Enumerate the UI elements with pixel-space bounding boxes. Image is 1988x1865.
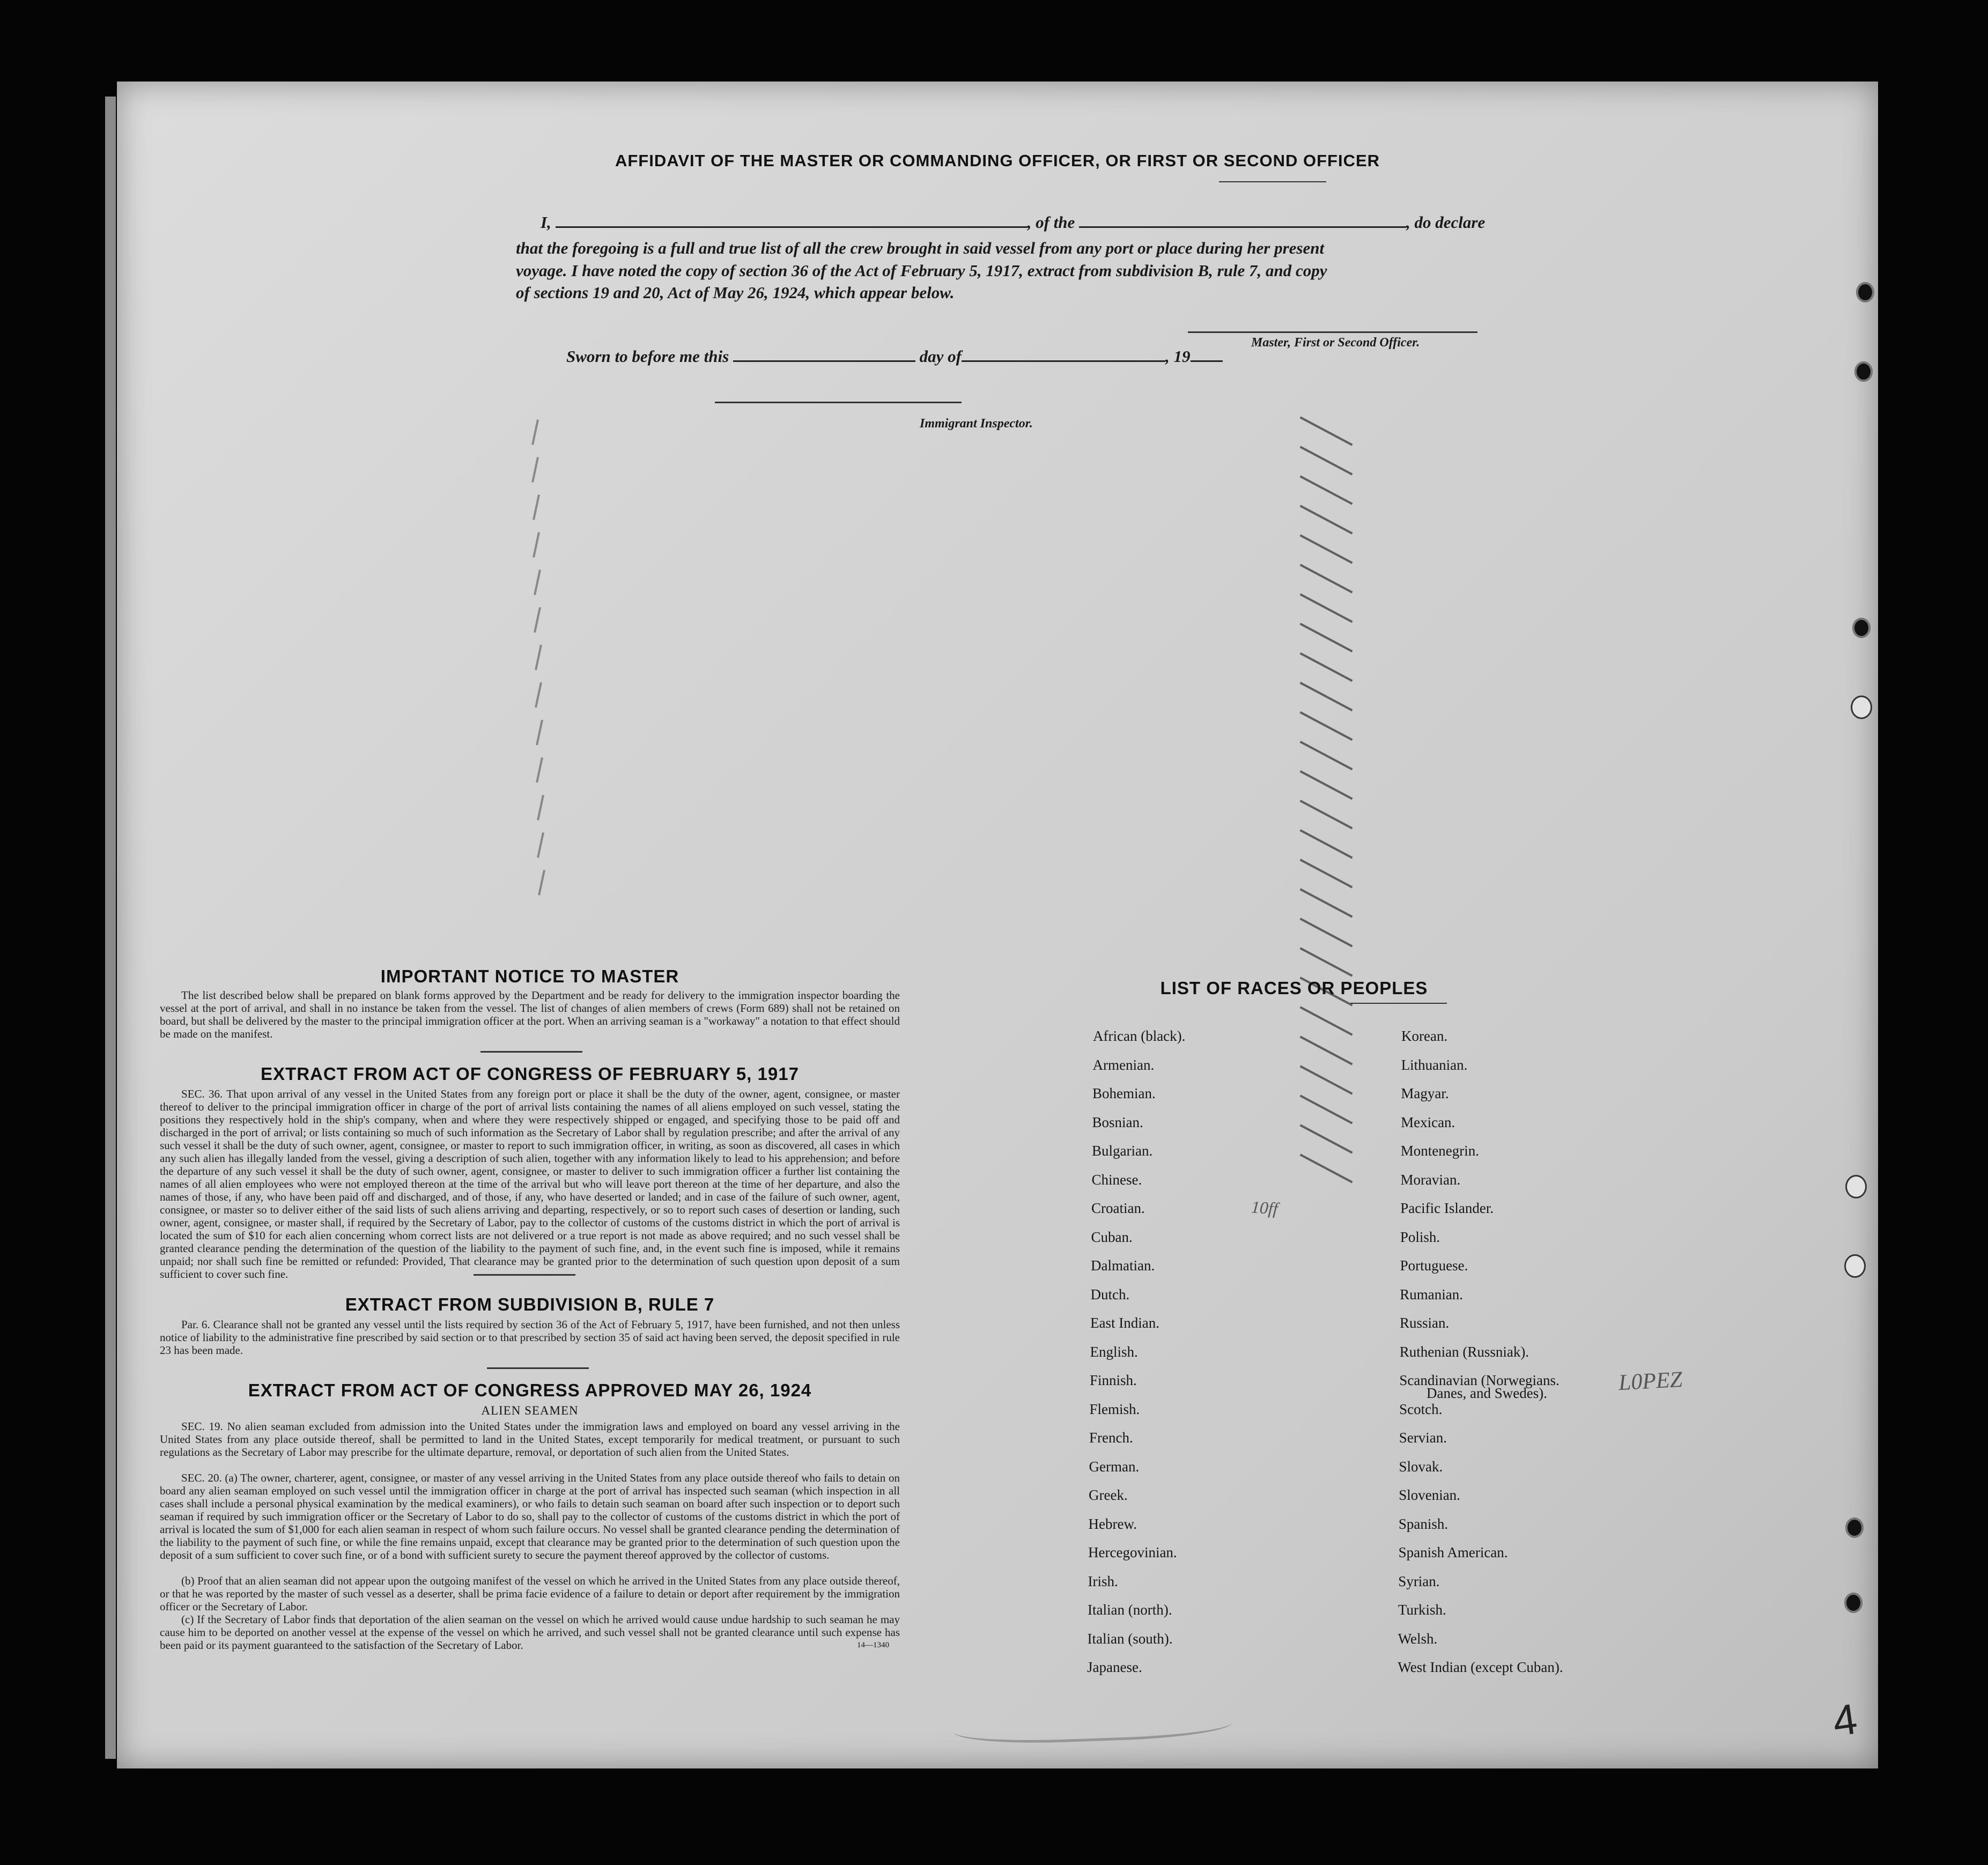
check-mark [534,569,541,595]
race-item: German. [1089,1458,1140,1475]
race-item: Italian (south). [1087,1630,1173,1647]
divider [487,1367,589,1369]
vessel-field[interactable] [1079,214,1406,228]
sworn-month-field[interactable] [962,349,1165,362]
race-item: Italian (north). [1088,1602,1172,1618]
race-item: French. [1089,1430,1133,1446]
divider [481,1051,582,1053]
race-item: Dutch. [1090,1286,1130,1302]
of-the-label: , of the [1027,213,1075,232]
master-signature-label: Master, First or Second Officer. [1251,336,1420,350]
check-mark [536,720,543,745]
race-item: Finnish. [1090,1372,1137,1388]
extract-1924-sec20a: SEC. 20. (a) The owner, charterer, agent, consignee, or master of any vessel arriving in the United States from any place outside thereof who fails to detain on board any alien seaman employed on such vessel until the immigration officer in charge at the port of arrival has inspected such seaman (which inspection in all cases shall include a personal physical examination by the medical examiners), or who fails to detain such seaman on board after such inspection or to deport such seaman if required by such immigration officer or the Secretary of Labor to do so, shall pay to the collector of customs of the customs district in which the port of arrival is located the sum of $1,000 for each alien seaman in respect of whom such failure occurs. No vessel shall be granted clearance pending the determination of the liability to the payment of such fine, or while the fine remains unpaid, except that clearance may be granted prior to the determination of such question upon the deposit of a sum sufficient to cover such fine, or of a bond with sufficient surety to secure the payment thereof approved by the collector of customs. [160,1471,900,1561]
punch-hole-1 [1856,282,1874,302]
sworn-label: Sworn to before me this [566,347,729,366]
race-item: East Indian. [1090,1315,1159,1331]
check-mark [1299,917,1353,947]
check-mark [1299,859,1353,888]
race-item: Bulgarian. [1092,1143,1153,1159]
sworn-day-field[interactable] [733,349,915,362]
sheet-edge [105,97,116,1759]
race-item: Chinese. [1091,1171,1142,1188]
notice-title: IMPORTANT NOTICE TO MASTER [380,966,679,986]
check-mark [535,682,542,708]
check-mark [533,494,540,520]
race-item: Ruthenian (Russniak). [1399,1343,1529,1360]
check-mark [538,870,545,896]
handwritten-corner-mark: 4 [1829,1694,1860,1745]
check-mark [1299,800,1353,829]
race-item: Dalmatian. [1091,1257,1155,1274]
check-mark [1299,770,1353,800]
inspector-signature-line[interactable] [715,402,962,403]
race-item: English. [1090,1343,1138,1360]
punch-hole-8 [1844,1593,1863,1613]
document-page [117,82,1878,1768]
sworn-year-field[interactable] [1191,349,1223,362]
affidavit-title: AFFIDAVIT OF THE MASTER OR COMMANDING OFFICER, OR FIRST OR SECOND OFFICER [615,151,1380,170]
check-mark [1299,711,1353,741]
punch-hole-3 [1852,618,1871,638]
check-mark [1299,1094,1353,1124]
check-mark [1299,741,1353,770]
races-title-rule [1350,1003,1447,1004]
race-item: Japanese. [1087,1659,1142,1675]
race-item: Scotch. [1399,1401,1443,1417]
check-mark [1299,947,1353,976]
check-mark [537,795,544,820]
extract-1917-title: EXTRACT FROM ACT OF CONGRESS OF FEBRUARY 5, 1917 [261,1064,799,1084]
race-item: Cuban. [1091,1228,1133,1245]
race-item: Hebrew. [1088,1515,1137,1532]
extract-1924-sec19: SEC. 19. No alien seaman excluded from admission into the United States under the immigration laws and employed on board any vessel arriving in the United States from any place outside thereof, shall be permitted to land in the United States, except temporarily for medical treatment, or pursuant to such regulations as the Secretary of Labor may prescribe for the ultimate departure, removal, or deportation of such alien from the United States. [160,1420,900,1459]
check-mark [1299,1035,1353,1065]
check-mark [536,757,543,783]
affidavit-line-2: that the foregoing is a full and true list of all the crew brought in said vessel from any port or place during her present [516,239,1325,257]
race-item: Lithuanian. [1401,1056,1468,1073]
race-item: Armenian. [1092,1056,1155,1073]
race-item: Montenegrin. [1400,1143,1480,1159]
check-mark [535,645,542,670]
day-of-label: day of [919,347,962,366]
races-title: LIST OF RACES OR PEOPLES [1160,978,1428,998]
race-item: Danes, and Swedes). [1427,1385,1547,1401]
race-item: African (black). [1093,1028,1186,1044]
notice-text: The list described below shall be prepared on blank forms approved by the Department and be ready for delivery to the immigration inspector boarding the vessel at the port of arrival, and shall in no instance be taken from the vessel. The list of changes of alien members of crews (Form 689) shall not be retained on board, but shall be delivered by the master to the principal immigration officer at the port. When an arriving seaman is a "workaway" a notation to that effect should be made on the manifest. [160,989,900,1040]
race-item: Croatian. [1091,1200,1145,1216]
extract-1924-sec20c: (c) If the Secretary of Labor finds that deportation of the alien seaman on the vessel on which he arrived would cause undue hardship to such seaman he may cause him to be deported on another vessel at the expense of the vessel on which he arrived, and such vessel shall not be granted clearance until such expense has been paid or its payment guaranteed to the satisfaction of the Secretary of Labor. [160,1613,900,1652]
name-field[interactable] [556,214,1028,228]
sworn-line [566,347,1223,366]
race-item: Scandinavian (Norwegians. [1399,1372,1560,1388]
race-item: Slovenian. [1399,1487,1460,1503]
affidavit-line-3: voyage. I have noted the copy of section 36 of the Act of February 5, 1917, extract from subdivision B, rule 7, and copy [516,261,1327,280]
check-mark [531,419,539,445]
i-label: I, [541,213,551,232]
race-item: Rumanian. [1400,1286,1464,1302]
race-item: Russian. [1400,1315,1450,1331]
race-item: West Indian (except Cuban). [1398,1659,1563,1675]
check-mark [1299,416,1353,446]
race-item: Welsh. [1398,1630,1438,1647]
race-item: Greek. [1089,1487,1128,1503]
extract-1924-title: EXTRACT FROM ACT OF CONGRESS APPROVED MAY 26, 1924 [248,1380,812,1400]
race-item: Korean. [1401,1028,1448,1044]
check-mark [1299,534,1353,564]
race-item: Pacific Islander. [1400,1200,1494,1216]
punch-hole-6 [1846,1256,1864,1276]
punch-hole-4 [1852,697,1871,717]
race-item: Mexican. [1401,1114,1455,1130]
check-mark [1299,623,1353,652]
master-signature-line[interactable] [1188,331,1477,333]
check-mark [534,607,541,633]
check-mark [1299,682,1353,711]
race-item: Servian. [1399,1430,1447,1446]
race-item: Slovak. [1399,1458,1443,1475]
punch-hole-2 [1854,361,1873,382]
inspector-label: Immigrant Inspector. [920,417,1033,431]
check-mark [1299,652,1353,682]
check-mark [1299,593,1353,623]
check-mark [531,457,539,483]
do-declare-label: , do declare [1406,213,1486,232]
race-item: Hercegovinian. [1088,1544,1177,1560]
punch-hole-5 [1847,1176,1865,1197]
extract-rule7-title: EXTRACT FROM SUBDIVISION B, RULE 7 [345,1294,715,1314]
check-mark [1299,829,1353,859]
race-item: Syrian. [1398,1573,1440,1589]
alien-seamen-subtitle: ALIEN SEAMEN [481,1404,579,1417]
check-mark [1299,1124,1353,1153]
race-item: Turkish. [1398,1602,1446,1618]
divider [474,1274,575,1276]
race-item: Bosnian. [1092,1114,1143,1130]
form-number: 14—1340 [857,1641,889,1649]
race-item: Magyar. [1401,1085,1449,1101]
race-item: Bohemian. [1092,1085,1156,1101]
race-item: Irish. [1088,1573,1118,1589]
extract-1924-sec20b: (b) Proof that an alien seaman did not appear upon the outgoing manifest of the vessel on which he arrived in the United States from any place outside thereof, or that he was reported by the master of such vessel as a deserter, shall be prima facie evidence of a failure to detain or deport after requirement by the immigration officer or the Secretary of Labor. [160,1574,900,1613]
year-label: , 19 [1165,347,1191,366]
check-mark [1299,475,1353,505]
extract-1917-text: SEC. 36. That upon arrival of any vessel in the United States from any foreign port or place it shall be the duty of the owner, agent, consignee, or master thereof to deliver to the principal immigration officer in charge of the port of arrival lists containing the names of all aliens employed on such vessel, stating the positions they respectively hold in the ship's company, when and where they were respectively shipped or engaged, and specifying those to be paid off and discharged in the port of arrival; or lists containing so much of such information as the Secretary of Labor shall by regulation prescribe; and after the arrival of any such vessel it shall be the duty of such owner, agent, consignee, or master to report to such immigration officer, in writing, as soon as discovered, all cases in which any such alien has illegally landed from the vessel, giving a description of such alien, together with any information likely to lead to his apprehension; and before the departure of any such vessel it shall be the duty of such owner, agent, consignee, or master to deliver to such immigration officer a further list containing the names of all alien employees who were not employed thereon at the time of the arrival but who will leave port thereon at the time of her departure, and also the names of those, if any, who have been paid off and discharged, and of those, if any, who have deserted or landed; and in case of the failure of such owner, agent, consignee, or master so to deliver either of the said lists of such aliens arriving and departing, respectively, or so to report such cases of desertion or landing, such owner, agent, consignee, or master shall, if required by the Secretary of Labor, pay to the collector of customs of the customs district in which the port of arrival is located the sum of $10 for each alien concerning whom correct lists are not delivered or a true report is not made as above required; and no such vessel shall be granted clearance pending the determination of the question of the liability to the payment of such fine, and, in the event such fine is imposed, while it remains unpaid; nor shall such fine be remitted or refunded: Provided, That clearance may be granted prior to the determination of such question upon deposit of a sum sufficient to cover such fine. [160,1087,900,1281]
scribble-mark [953,1701,1233,1746]
handwritten-name: L0PEZ [1617,1367,1683,1396]
race-item: Polish. [1400,1228,1440,1245]
race-item: Spanish. [1398,1515,1448,1532]
check-mark [1299,505,1353,534]
check-mark [1299,888,1353,917]
check-mark [1299,1153,1353,1183]
affidavit-line-1 [541,213,1645,232]
punch-hole-7 [1845,1518,1864,1538]
check-mark [537,832,544,858]
check-mark [1299,564,1353,593]
check-mark [1299,1006,1353,1035]
check-mark [1299,1065,1353,1094]
affidavit-line-4: of sections 19 and 20, Act of May 26, 1924, which appear below. [516,283,955,302]
handwritten-note: 10ff [1250,1197,1279,1218]
race-item: Spanish American. [1398,1544,1508,1560]
check-mark [1299,446,1353,475]
race-item: Portuguese. [1400,1257,1468,1274]
race-item: Moravian. [1400,1171,1461,1188]
race-item: Flemish. [1089,1401,1140,1417]
affidavit-title-rule [1219,181,1326,182]
extract-rule7-text: Par. 6. Clearance shall not be granted any vessel until the lists required by section 36 of the Act of February 5, 1917, have been furnished, and not then unless notice of liability to the administrative fine prescribed by said section or to that prescribed by section 35 of said act having been served, the deposit specified in rule 23 has been made. [160,1318,900,1357]
check-mark [533,532,540,558]
